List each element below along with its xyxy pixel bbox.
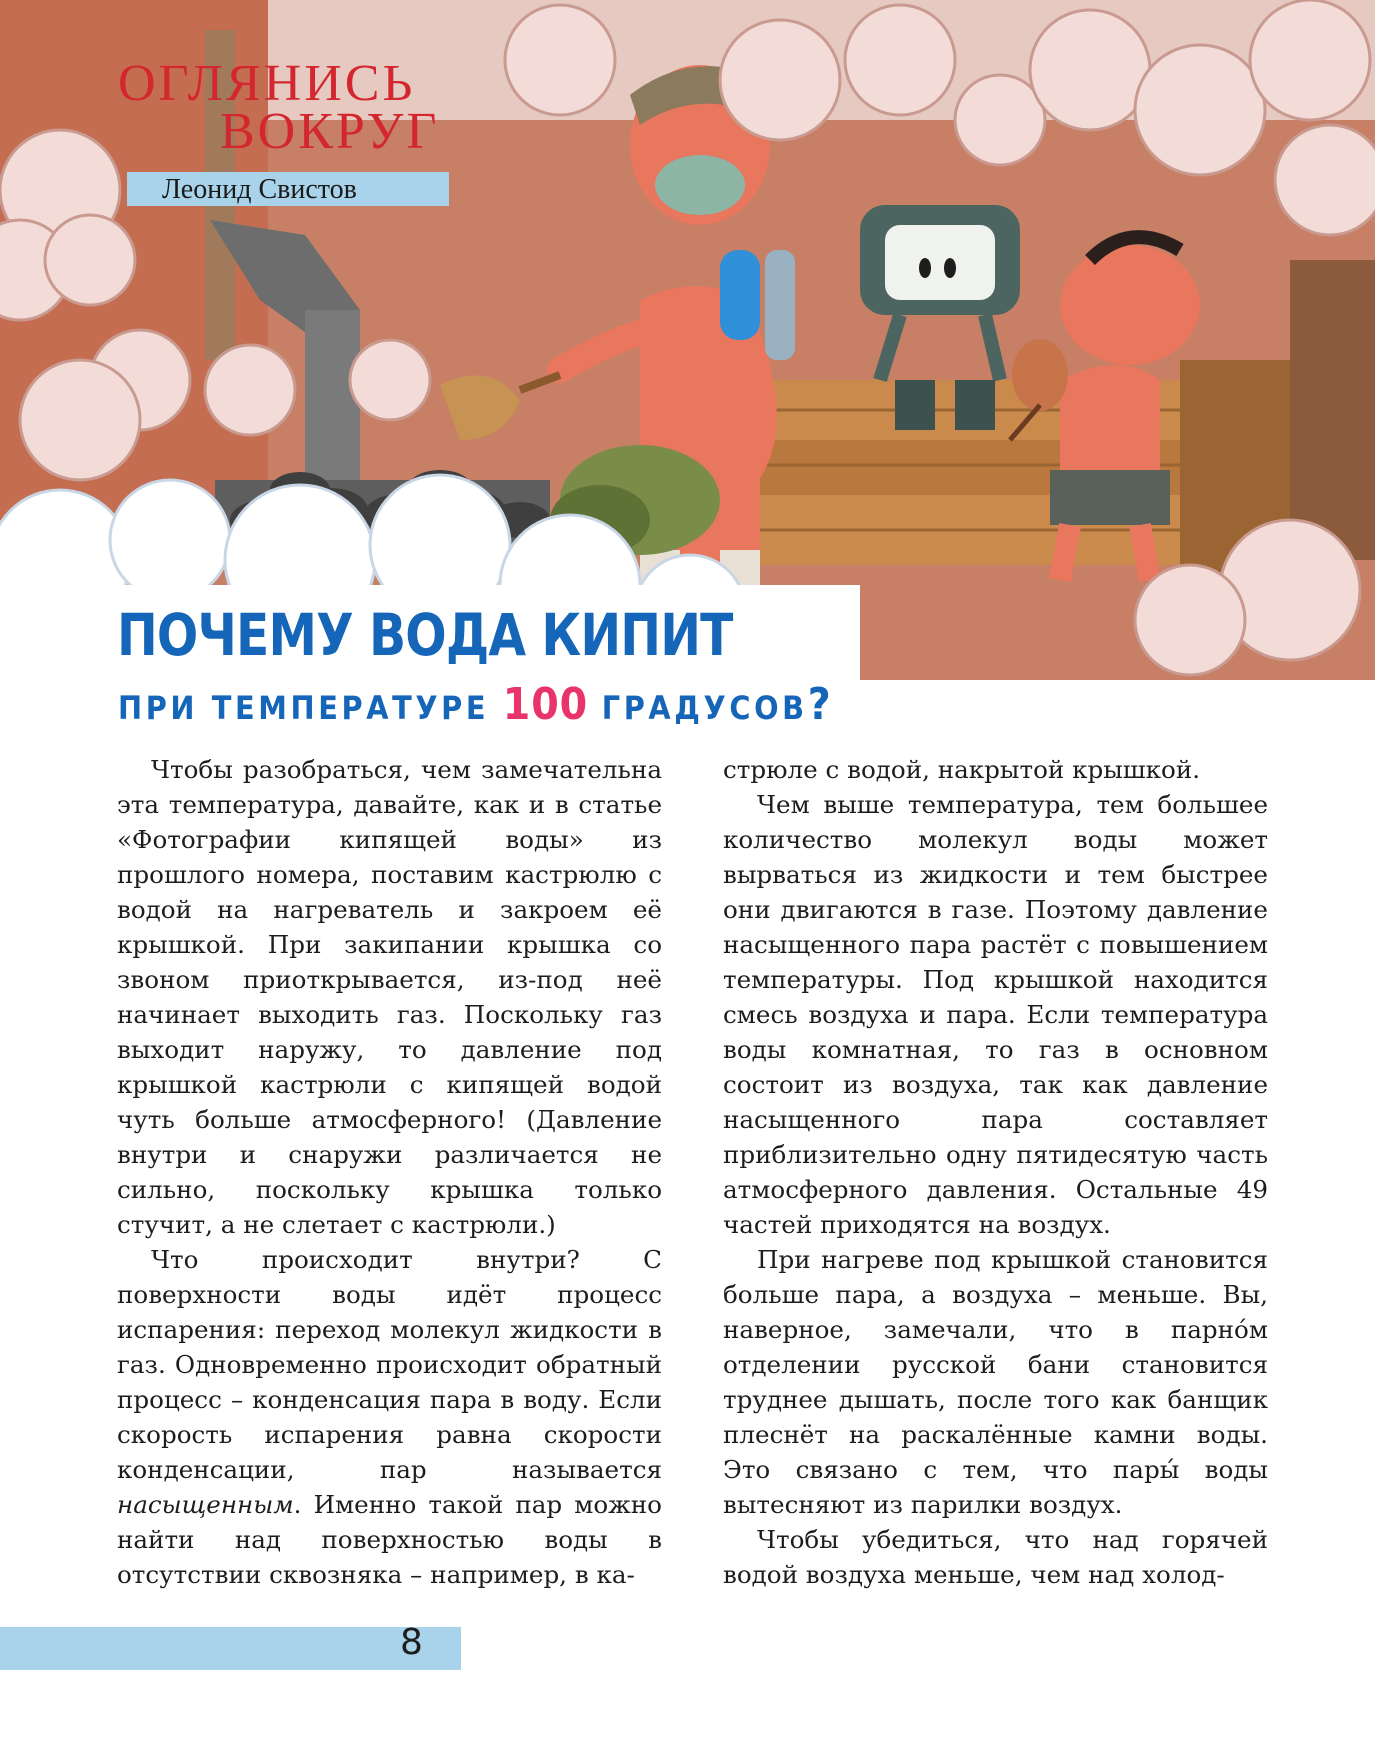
subtitle-text-after: ГРАДУСОВ [588,689,808,727]
illustration-bottom-edge [830,680,1375,700]
article-title: ПОЧЕМУ ВОДА КИПИТ [117,601,733,669]
page-number: 8 [400,1622,423,1663]
emphasis-term: насыщенным [117,1490,294,1519]
paragraph: Чем выше температура, тем большее количество молекул воды может вырваться из жидкости и тем быстрее они двигаются в газе. Поэтому давление насыщенного пара растёт с повышением температуры. Под крышкой находится смесь воздуха и пара. Если температура воды комнатная, то газ в основном состоит из воздуха, так как давление насыщенного пара составляет приблизительно одну пятидесятую часть атмосферного давления. Остальные 49 частей приходятся на воздух. [723,790,1268,1239]
paragraph: Чтобы разобраться, чем замечательна эта температура, давайте, как и в статье «Фотографии кипящей воды» из прошлого номера, поставим кастрюлю с водой на нагреватель и закроем её крышкой. При закипании крышка со звоном приоткрывается, из-под неё начинает выходить газ. Поскольку газ выходит наружу, то давление под крышкой кастрюли с кипящей водой чуть больше атмосферного! (Давление внутри и снаружи различается не сильно, поскольку крышка только стучит, а не слетает с кастрюли.) [117,755,662,1239]
right-log-wall [1290,260,1375,560]
paragraph-text: Что происходит внутри? С поверхности воды идёт процесс испарения: переход молекул жидкости в газ. Одновременно происходит обратный процесс – конденсация пара в воду. Если скорость испарения равна скорости конденсации, пар называется [117,1245,662,1484]
paragraph-text: . Именно такой пар можно найти над поверхностью воды в отсутствии сквозняка – например, в ка- [117,1490,662,1589]
text-column-left [117,752,662,1592]
subtitle-question-mark: ? [807,679,835,730]
text-column-right [723,752,1268,1592]
author-name: Леонид Свистов [162,174,357,205]
paragraph-continuation: стрюле с водой, накрытой крышкой. [723,755,1201,784]
rubric [118,55,440,160]
paragraph: При нагреве под крышкой становится больше пара, а воздуха – меньше. Вы, наверное, замечали, что в парно́м отделении русской бани становится труднее дышать, после того как банщик плеснёт на раскалённые камни воды. Это связано с тем, что пары́ воды вытесняют из парилки воздух. [723,1245,1268,1519]
rubric-line-2: ВОКРУГ [220,103,440,160]
paragraph [117,1242,662,1592]
subtitle-text-before: ПРИ ТЕМПЕРАТУРЕ [118,689,503,727]
rubric-line-1: ОГЛЯНИСЬ [118,55,416,112]
wooden-bench [710,360,1290,590]
article-subtitle [118,679,835,730]
footer-band [0,1627,461,1670]
paragraph: Чтобы убедиться, что над горячей водой воздуха меньше, чем над холод- [723,1525,1268,1589]
subtitle-number: 100 [502,679,589,730]
